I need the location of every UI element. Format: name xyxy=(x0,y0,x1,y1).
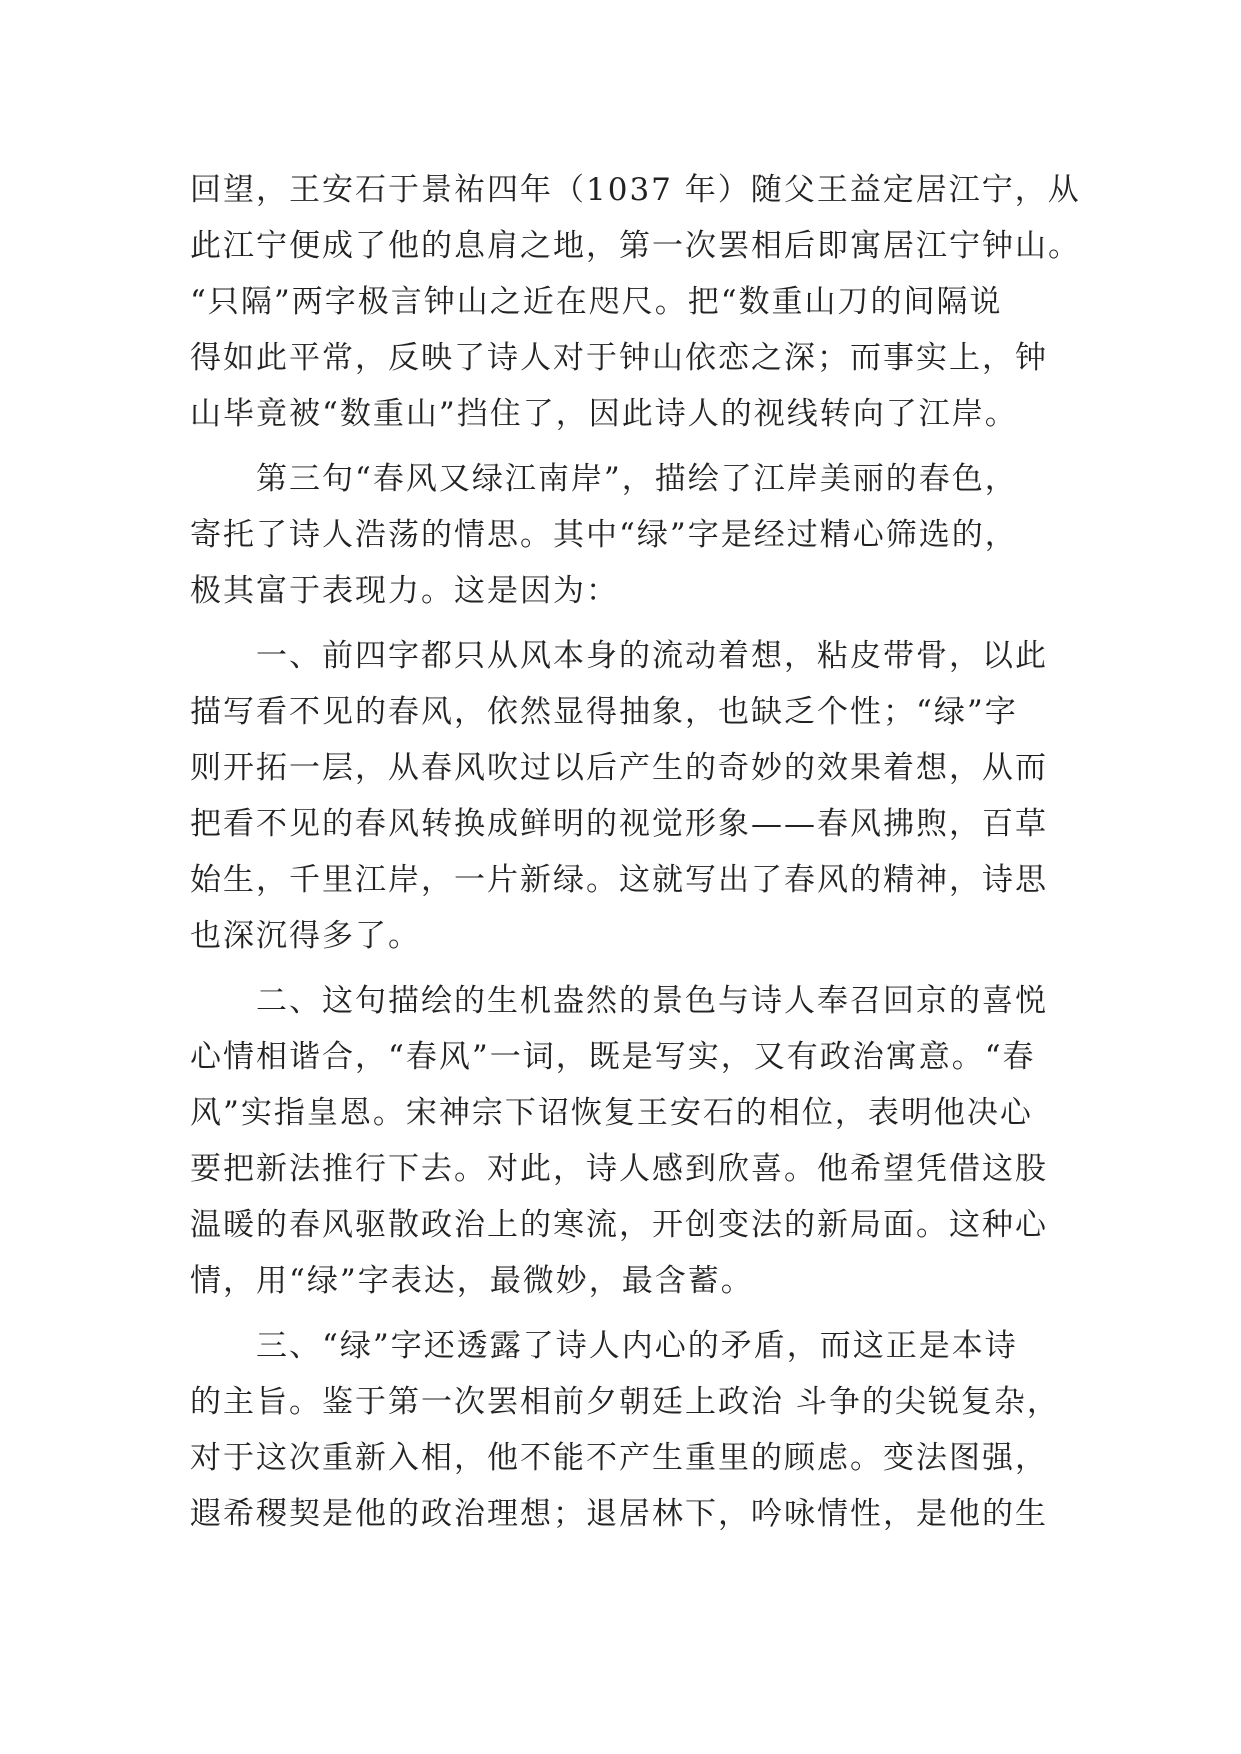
text-line: 一、前四字都只从风本身的流动着想，粘皮带骨，以此 xyxy=(256,638,1048,674)
text-line: 始生，千里江岸，一片新绿。这就写出了春风的精神，诗思 xyxy=(190,862,1048,898)
text-line: 回望，王安石于景祐四年（1037 年）随父王益定居江宁，从 xyxy=(190,172,1081,208)
paragraph xyxy=(190,628,1090,964)
text-line: 描写看不见的春风，依然显得抽象，也缺乏个性；“绿”字 xyxy=(190,694,1018,730)
text-line: 二、这句描绘的生机盎然的景色与诗人奉召回京的喜悦 xyxy=(256,983,1048,1019)
paragraph xyxy=(190,451,1090,619)
text-line: 的主旨。鉴于第一次罢相前夕朝廷上政治 斗争的尖锐复杂， xyxy=(190,1384,1060,1420)
text-line: 心情相谐合，“春风”一词，既是写实，又有政治寓意。“春 xyxy=(190,1039,1036,1075)
text-line: 则开拓一层，从春风吹过以后产生的奇妙的效果着想，从而 xyxy=(190,750,1048,786)
paragraph xyxy=(190,1318,1090,1542)
text-line: 此江宁便成了他的息肩之地，第一次罢相后即寓居江宁钟山。 xyxy=(190,228,1081,264)
text-line: 对于这次重新入相，他不能不产生重里的顾虑。变法图强， xyxy=(190,1440,1048,1476)
text-line: 温暖的春风驱散政治上的寒流，开创变法的新局面。这种心 xyxy=(190,1207,1048,1243)
text-line: 寄托了诗人浩荡的情思。其中“绿”字是经过精心筛选的， xyxy=(190,517,1018,553)
text-line: 风”实指皇恩。宋神宗下诏恢复王安石的相位，表明他决心 xyxy=(190,1095,1033,1131)
text-line: 山毕竟被“数重山”挡住了，因此诗人的视线转向了江岸。 xyxy=(190,396,1018,432)
text-line: 把看不见的春风转换成鲜明的视觉形象——春风拂煦，百草 xyxy=(190,806,1048,842)
text-line: 要把新法推行下去。对此，诗人感到欣喜。他希望凭借这股 xyxy=(190,1151,1048,1187)
text-line: 遐希稷契是他的政治理想；退居林下，吟咏情性，是他的生 xyxy=(190,1496,1048,1532)
text-line: 极其富于表现力。这是因为： xyxy=(190,573,619,609)
text-line: 也深沉得多了。 xyxy=(190,918,421,954)
text-line: 情，用“绿”字表达，最微妙，最含蓄。 xyxy=(190,1263,754,1299)
paragraph xyxy=(190,973,1090,1309)
text-line: “只隔”两字极言钟山之近在咫尺。把“数重山刀的间隔说 xyxy=(190,284,1003,320)
text-line: 第三句“春风又绿江南岸”，描绘了江岸美丽的春色， xyxy=(256,461,1018,497)
paragraph xyxy=(190,162,1090,442)
text-line: 三、“绿”字还透露了诗人内心的矛盾，而这正是本诗 xyxy=(256,1328,1018,1364)
text-line: 得如此平常，反映了诗人对于钟山依恋之深；而事实上，钟 xyxy=(190,340,1048,376)
body-text xyxy=(190,162,1090,1542)
